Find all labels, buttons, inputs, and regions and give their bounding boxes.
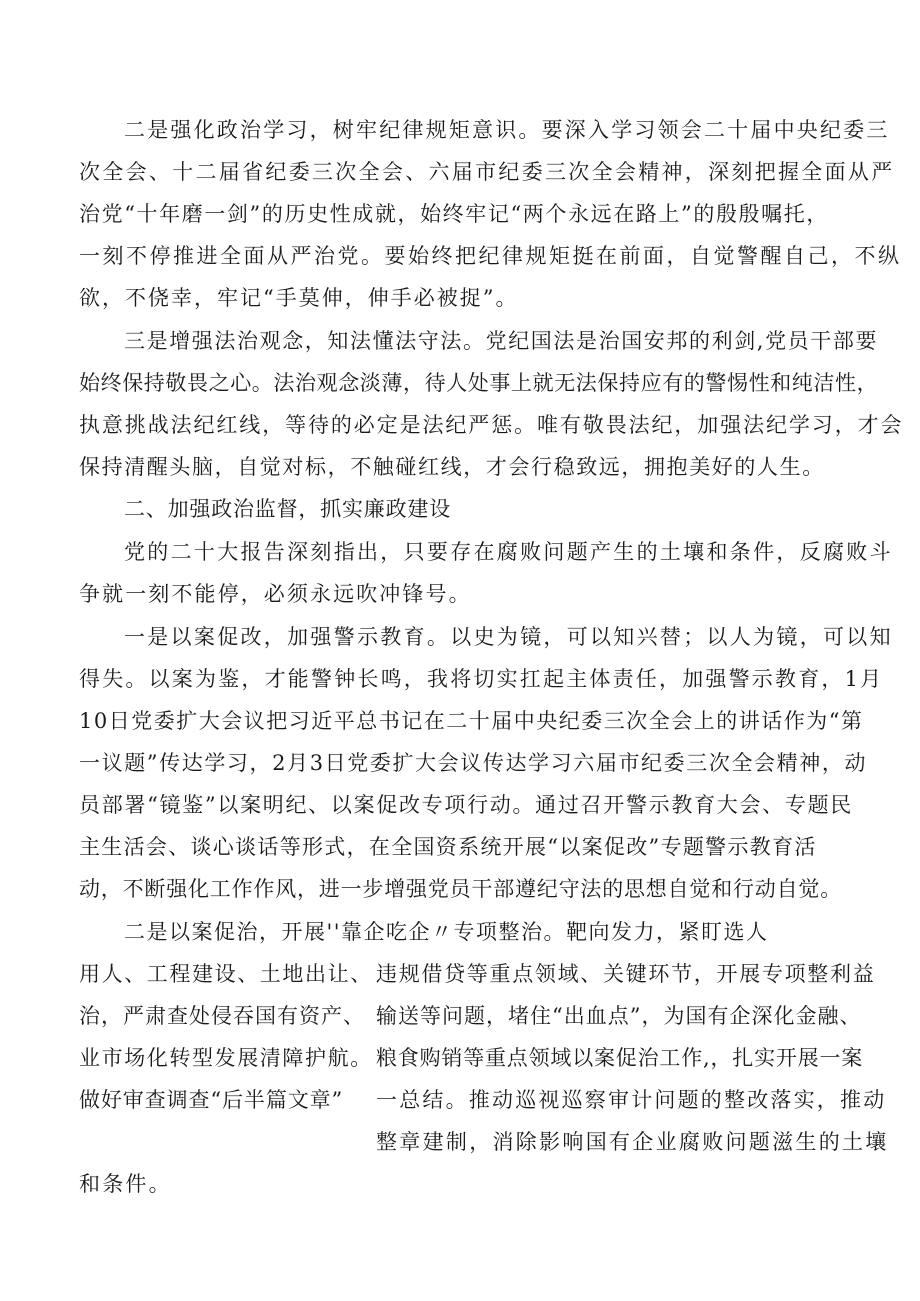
column-left-line: 治，严肃查处侵吞国有资产、 xyxy=(79,1004,365,1028)
paragraph-line: 10日党委扩大会议把习近平总书记在二十届中央纪委三次全会上的讲话作为“第 xyxy=(79,709,864,733)
paragraph-line: 保持清醒头脑，自觉对标，不触碰红线，才会行稳致远，拥抱美好的人生。 xyxy=(79,455,825,479)
paragraph-line: 二是强化政治学习，树牢纪律规矩意识。要深入学习领会二十届中央纪委三 xyxy=(124,118,890,142)
paragraph-line: 执意挑战法纪红线，等待的必定是法纪严惩。唯有敬畏法纪，加强法纪学习，才会 xyxy=(79,413,904,437)
paragraph-line: 党的二十大报告深刻指出，只要存在腐败问题产生的土壤和条件，反腐败斗 xyxy=(124,540,893,564)
section-heading: 二、加强政治监督，抓实廉政建设 xyxy=(124,497,451,521)
paragraph-line: 主生活会、谈心谈话等形式，在全国资系统开展“以案促改”专题警示教育活 xyxy=(79,835,817,859)
paragraph-line: 动，不断强化工作作风，进一步增强党员干部遵纪守法的思想自觉和行动自觉。 xyxy=(79,877,842,901)
paragraph-line: 员部署“镜鉴”以案明纪、以案促改专项行动。通过召开警示教育大会、专题民 xyxy=(79,793,853,817)
paragraph-line: 争就一刻不能停，必须永远吹冲锋号。 xyxy=(79,582,472,606)
column-right-line: 输送等问题，堵住“出血点”，为国有企深化金融、 xyxy=(376,1004,862,1028)
column-left-line: 用人、工程建设、土地出让、 xyxy=(79,962,373,986)
column-right-line: 一总结。推动巡视巡察审计问题的整改落实，推动 xyxy=(376,1088,887,1112)
paragraph-line: 治党“十年磨一剑”的历史性成就，始终牢记“两个永远在路上”的殷殷嘱托， xyxy=(79,202,829,226)
paragraph-line: 一刻不停推进全面从严治党。要始终把纪律规矩挺在前面，自觉警醒自己，不纵 xyxy=(79,244,902,268)
column-left-line: 业市场化转型发展清障护航。 xyxy=(79,1046,373,1070)
paragraph-line: 一是以案促改，加强警示教育。以史为镜，可以知兴替；以人为镜，可以知 xyxy=(124,625,893,649)
paragraph-line: 欲，不侥幸，牢记“手莫伸，伸手必被捉”。 xyxy=(79,286,519,310)
paragraph-line: 三是增强法治观念，知法懂法守法。党纪国法是治国安邦的利剑,党员干部要 xyxy=(124,329,879,353)
column-right-line: 整章建制，消除影响国有企业腐败问题滋生的土壤 xyxy=(376,1130,889,1154)
column-left-line: 做好审查调查“后半篇文章” xyxy=(79,1088,344,1112)
paragraph-line: 次全会、十二届省纪委三次全会、六届市纪委三次全会精神，深刻把握全面从严 xyxy=(79,160,895,184)
column-right-line: 违规借贷等重点领域、关键环节，开展专项整利益 xyxy=(376,962,876,986)
paragraph-line: 得失。以案为鉴，才能警钟长鸣，我将切实扛起主体责任，加强警示教育，1月 xyxy=(79,667,884,691)
column-right-line: 粮食购销等重点领域以案促治工作,，扎实开展一案 xyxy=(376,1046,864,1070)
paragraph-line: 一议题”传达学习，2月3日党委扩大会议传达学习六届市纪委三次全会精神，动 xyxy=(79,751,868,775)
paragraph-line: 和条件。 xyxy=(79,1172,172,1196)
paragraph-line: 始终保持敬畏之心。法治观念淡薄，待人处事上就无法保持应有的警惕性和纯洁性， xyxy=(79,371,879,395)
paragraph-line: 二是以案促治，开展''靠企吃企〃专项整治。靶向发力，紧盯选人 xyxy=(124,920,769,944)
